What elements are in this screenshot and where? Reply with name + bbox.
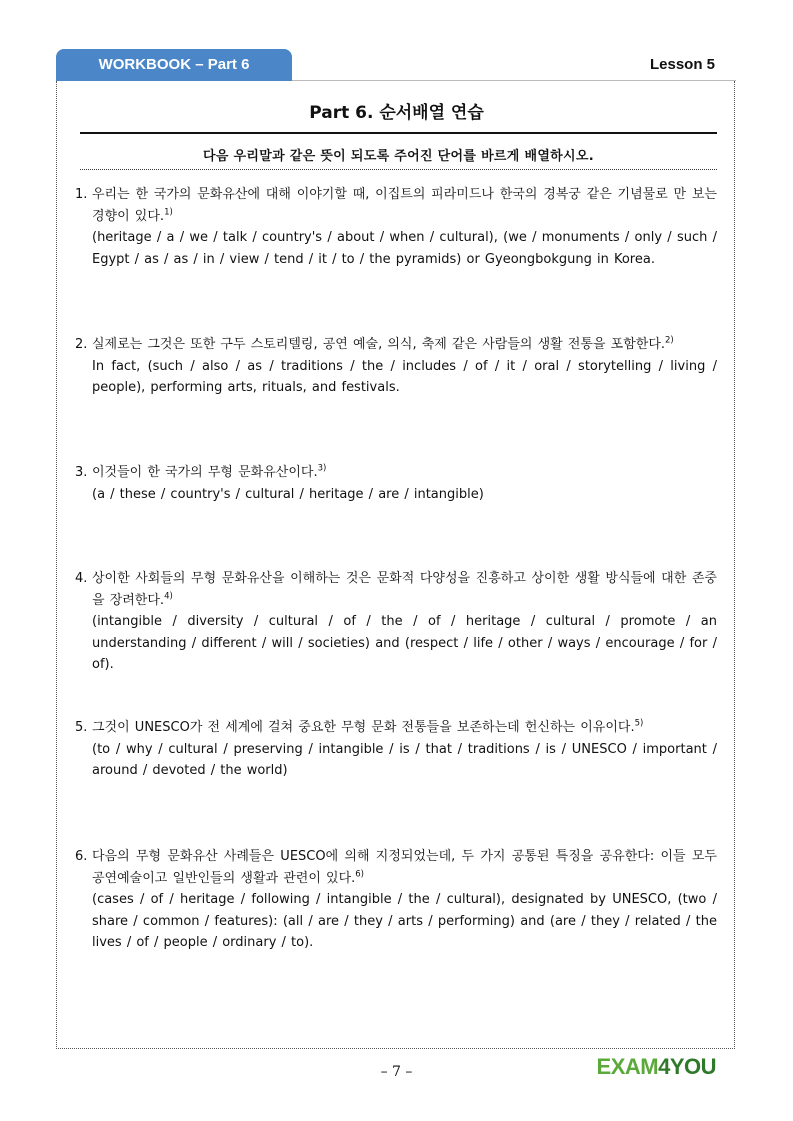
question-english: (intangible / diversity / cultural / of / the / of / heritage / cultural / promote / an understanding / different / will / societies) and (respect / life / other / ways / encourage / for / of). bbox=[92, 614, 717, 672]
section-title: Part 6. 순서배열 연습 bbox=[309, 103, 484, 123]
question-5 bbox=[75, 717, 717, 782]
footnote-ref: 1) bbox=[164, 207, 173, 218]
question-1 bbox=[75, 184, 717, 270]
question-english: (cases / of / heritage / following / intangible / the / cultural), designated by UNESCO, (two / share / common / features): (all / are / they / arts / performing) and (are / they / related / the lives / of / people / ordinary / to). bbox=[92, 892, 717, 950]
question-number: 6. bbox=[75, 849, 88, 864]
question-2 bbox=[75, 334, 717, 399]
question-korean: 그것이 UNESCO가 전 세계에 걸쳐 중요한 무형 문화 전통들을 보존하는데 헌신하는 이유이다.$^{5)}$ bbox=[92, 718, 644, 735]
footnote-ref: 2) bbox=[665, 335, 674, 346]
footnote-ref: 4) bbox=[164, 591, 173, 602]
workbook-part-tab: WORKBOOK – Part 6 bbox=[56, 49, 292, 81]
question-number: 5. bbox=[75, 720, 88, 735]
question-english: In fact, (such / also / as / traditions / the / includes / of / it / oral / storytelling / living / people), performing arts, rituals, and festivals. bbox=[92, 358, 717, 395]
footnote-ref: 3) bbox=[317, 463, 327, 474]
question-korean: 우리는 한 국가의 문화유산에 대해 이야기할 때, 이집트의 피라미드나 한국의 경복궁 같은 기념물로 만 보는 경향이 있다.$^{1)}$ bbox=[92, 187, 717, 224]
question-number: 4. bbox=[75, 571, 88, 586]
page-number: – 7 – bbox=[380, 1064, 413, 1080]
footnote-ref: 5) bbox=[634, 718, 644, 729]
question-english: (heritage / a / we / talk / country's / about / when / cultural), (we / monuments / only / such / Egypt / as / as / in / view / tend / it / to / the pyramids) or Gyeongbokgung in Korea. bbox=[92, 230, 717, 267]
question-4 bbox=[75, 568, 717, 676]
exam4you-logo: EXAM4YOU bbox=[596, 1054, 716, 1079]
question-korean: 이것들이 한 국가의 무형 문화유산이다.$^{3)}$ bbox=[92, 463, 327, 480]
question-korean: 실제로는 그것은 또한 구두 스토리텔링, 공연 예술, 의식, 축제 같은 사람들의 생활 전통을 포함한다.$^{2)}$ bbox=[92, 335, 674, 352]
question-korean: 상이한 사회들의 무형 문화유산을 이해하는 것은 문화적 다양성을 진흥하고 상이한 생활 방식들에 대한 존중을 장려한다.$^{4)}$ bbox=[92, 571, 717, 608]
title-divider bbox=[80, 132, 717, 134]
question-english: (a / these / country's / cultural / heritage / are / intangible) bbox=[92, 486, 484, 502]
question-number: 2. bbox=[75, 337, 88, 352]
lesson-label: Lesson 5 bbox=[649, 56, 715, 73]
instruction-text: 다음 우리말과 같은 뜻이 되도록 주어진 단어를 바르게 배열하시오. bbox=[202, 149, 594, 164]
question-number: 3. bbox=[75, 465, 88, 480]
instruction-divider bbox=[80, 169, 717, 170]
question-english: (to / why / cultural / preserving / intangible / is / that / traditions / is / UNESCO / important / around / devoted / the world) bbox=[92, 741, 717, 778]
footnote-ref: 6) bbox=[355, 869, 364, 880]
question-number: 1. bbox=[75, 187, 88, 202]
question-korean: 다음의 무형 문화유산 사례들은 UESCO에 의해 지정되었는데, 두 가지 공통된 특징을 공유한다: 이들 모두 공연예술이고 일반인들의 생활과 관련이 있다.$^{6)}$ bbox=[92, 849, 717, 886]
question-3 bbox=[75, 462, 717, 505]
question-6 bbox=[75, 846, 717, 954]
